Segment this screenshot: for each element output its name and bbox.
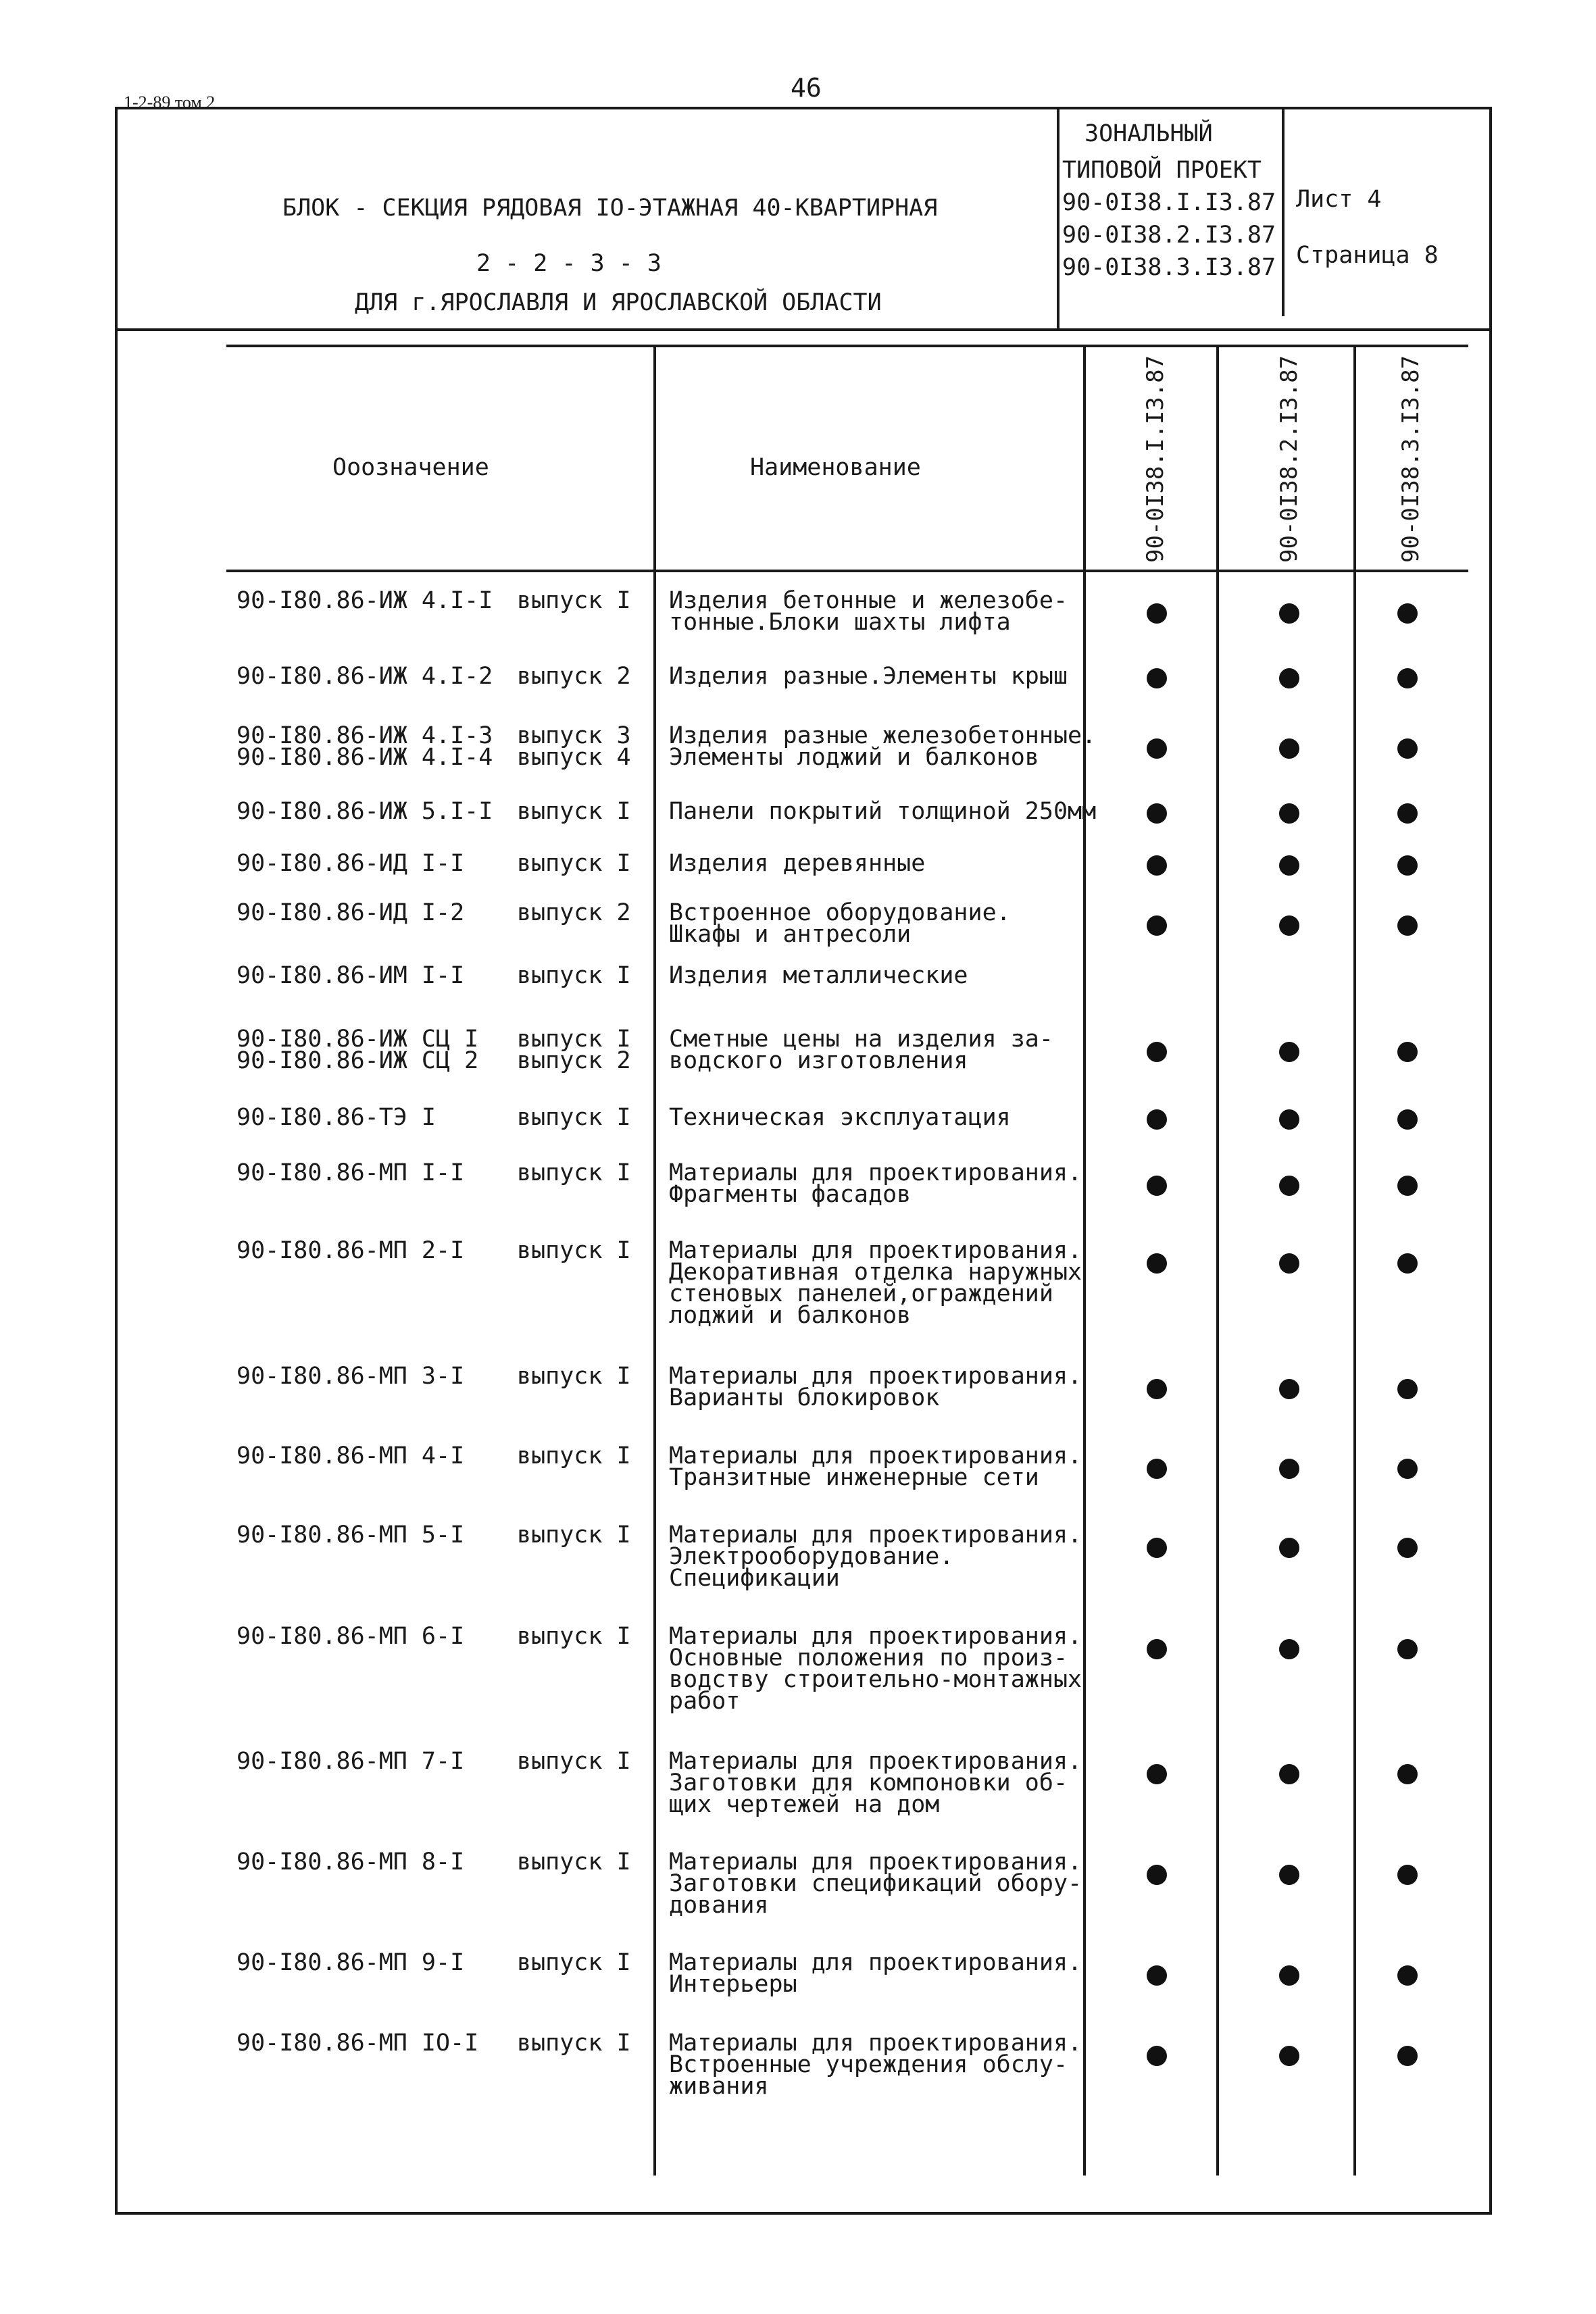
applicability-dot-3 (1397, 1639, 1418, 1659)
column-divider-project-1 (1083, 345, 1086, 2175)
applicability-dot-2 (1279, 1253, 1299, 1274)
column-header-project-3: 90-0I38.3.I3.87 (1397, 355, 1424, 563)
applicability-dot-2 (1279, 1042, 1299, 1062)
table-header-rule (226, 570, 1468, 572)
applicability-dot-1 (1147, 855, 1167, 876)
designation-code: 90-I80.86-ИЖ 4.I-3 (236, 722, 493, 749)
applicability-dot-3 (1397, 855, 1418, 876)
item-name-line: Изделия деревянные (669, 850, 926, 877)
designation-code: 90-I80.86-МП 4-I (236, 1442, 465, 1469)
issue-number: выпуск I (517, 1026, 631, 1053)
header-divider-right (1282, 107, 1285, 316)
applicability-dot-1 (1147, 2046, 1167, 2066)
document-code: 1-2-89 том 2 (124, 93, 216, 112)
applicability-dot-3 (1397, 1965, 1418, 1986)
item-name-line: тонные.Блоки шахты лифта (669, 609, 1011, 636)
applicability-dot-1 (1147, 915, 1167, 936)
applicability-dot-3 (1397, 1379, 1418, 1399)
issue-number: выпуск I (517, 2030, 631, 2057)
designation-code: 90-I80.86-МП I-I (236, 1159, 465, 1186)
title-line-1: БЛОК - СЕКЦИЯ РЯДОВАЯ IO-ЭТАЖНАЯ 40-КВАРТИРНАЯ (282, 195, 938, 222)
item-name-line: Материалы для проектирования. (669, 1237, 1082, 1264)
issue-number: выпуск I (517, 587, 631, 614)
item-name-line: Декоративная отделка наружных (669, 1259, 1082, 1286)
project-type-line-1: ЗОНАЛЬНЫЙ (1084, 120, 1213, 147)
designation-code: 90-I80.86-МП 9-I (236, 1949, 465, 1976)
applicability-dot-1 (1147, 1176, 1167, 1196)
issue-number: выпуск I (517, 1442, 631, 1469)
item-name-line: Транзитные инженерные сети (669, 1464, 1039, 1491)
item-name-line: Материалы для проектирования. (669, 1159, 1082, 1186)
item-name-line: Панели покрытий толщиной 250мм (669, 798, 1097, 825)
item-name-line: Материалы для проектирования. (669, 1442, 1082, 1469)
designation-code: 90-I80.86-ИЖ 4.I-4 (236, 744, 493, 771)
applicability-dot-3 (1397, 738, 1418, 759)
applicability-dot-2 (1279, 1965, 1299, 1986)
item-name-line: Техническая эксплуатация (669, 1104, 1011, 1131)
item-name-line: Основные положения по произ- (669, 1644, 1068, 1671)
page-number: 46 (791, 73, 822, 103)
designation-code: 90-I80.86-ИЖ СЦ I (236, 1026, 479, 1053)
designation-code: 90-I80.86-ТЭ I (236, 1104, 437, 1131)
project-type-line-2: ТИПОВОЙ ПРОЕКТ (1062, 157, 1262, 184)
column-divider-project-3 (1353, 345, 1356, 2175)
issue-number: выпуск I (517, 1748, 631, 1775)
item-name-line: Электрооборудование. (669, 1543, 954, 1570)
designation-code: 90-I80.86-ИЖ 4.I-2 (236, 663, 493, 690)
item-name-line: Сметные цены на изделия за- (669, 1026, 1053, 1053)
applicability-dot-1 (1147, 1042, 1167, 1062)
issue-number: выпуск 2 (517, 899, 631, 926)
page-label: Страница 8 (1296, 242, 1439, 269)
column-header-designation: Ооозначение (332, 454, 489, 481)
applicability-dot-3 (1397, 1538, 1418, 1558)
designation-code: 90-I80.86-МП IO-I (236, 2030, 479, 2057)
applicability-dot-3 (1397, 1865, 1418, 1885)
item-name-line: водского изготовления (669, 1047, 968, 1074)
designation-code: 90-I80.86-ИЖ 4.I-I (236, 587, 493, 614)
issue-number: выпуск 4 (517, 744, 631, 771)
applicability-dot-1 (1147, 1109, 1167, 1130)
applicability-dot-1 (1147, 803, 1167, 824)
item-name-line: стеновых панелей,ограждений (669, 1280, 1053, 1307)
issue-number: выпуск 3 (517, 722, 631, 749)
applicability-dot-2 (1279, 1538, 1299, 1558)
applicability-dot-2 (1279, 1109, 1299, 1130)
designation-code: 90-I80.86-ИД I-2 (236, 899, 465, 926)
applicability-dot-2 (1279, 1639, 1299, 1659)
column-divider-project-2 (1216, 345, 1219, 2175)
item-name-line: Материалы для проектирования. (669, 2030, 1082, 2057)
applicability-dot-1 (1147, 1379, 1167, 1399)
item-name-line: Встроенное оборудование. (669, 899, 1011, 926)
sheet-label: Лист 4 (1296, 186, 1382, 213)
applicability-dot-3 (1397, 603, 1418, 624)
item-name-line: лоджий и балконов (669, 1302, 912, 1329)
applicability-dot-2 (1279, 603, 1299, 624)
item-name-line: водству строительно-монтажных (669, 1666, 1082, 1693)
item-name-line: Изделия металлические (669, 962, 968, 989)
title-line-3: ДЛЯ г.ЯРОСЛАВЛЯ И ЯРОСЛАВСКОЙ ОБЛАСТИ (355, 289, 882, 316)
applicability-dot-1 (1147, 1639, 1167, 1659)
applicability-dot-1 (1147, 668, 1167, 688)
applicability-dot-3 (1397, 1042, 1418, 1062)
designation-code: 90-I80.86-ИЖ СЦ 2 (236, 1047, 479, 1074)
designation-code: 90-I80.86-ИМ I-I (236, 962, 465, 989)
applicability-dot-1 (1147, 1965, 1167, 1986)
item-name-line: Варианты блокировок (669, 1384, 940, 1411)
applicability-dot-3 (1397, 1764, 1418, 1784)
item-name-line: Заготовки спецификаций обору- (669, 1870, 1082, 1897)
applicability-dot-1 (1147, 1459, 1167, 1479)
designation-code: 90-I80.86-МП 3-I (236, 1363, 465, 1390)
item-name-line: Материалы для проектирования. (669, 1949, 1082, 1976)
column-header-project-2: 90-0I38.2.I3.87 (1276, 355, 1303, 563)
designation-code: 90-I80.86-МП 8-I (236, 1848, 465, 1876)
column-header-name: Наименование (750, 454, 921, 481)
applicability-dot-2 (1279, 1176, 1299, 1196)
item-name-line: Встроенные учреждения обслу- (669, 2051, 1068, 2078)
issue-number: выпуск I (517, 962, 631, 989)
item-name-line: живания (669, 2073, 769, 2100)
item-name-line: Спецификации (669, 1565, 840, 1592)
item-name-line: дования (669, 1892, 769, 1919)
issue-number: выпуск I (517, 1623, 631, 1650)
applicability-dot-2 (1279, 1865, 1299, 1885)
designation-code: 90-I80.86-МП 6-I (236, 1623, 465, 1650)
issue-number: выпуск I (517, 1104, 631, 1131)
applicability-dot-3 (1397, 668, 1418, 688)
applicability-dot-2 (1279, 668, 1299, 688)
issue-number: выпуск 2 (517, 1047, 631, 1074)
issue-number: выпуск I (517, 1237, 631, 1264)
item-name-line: Изделия разные железобетонные. (669, 722, 1097, 749)
item-name-line: Материалы для проектирования. (669, 1521, 1082, 1549)
item-name-line: Фрагменты фасадов (669, 1181, 912, 1208)
applicability-dot-3 (1397, 1176, 1418, 1196)
header-divider (115, 328, 1492, 331)
item-name-line: Элементы лоджий и балконов (669, 744, 1039, 771)
issue-number: выпуск I (517, 1363, 631, 1390)
project-code-1: 90-0I38.I.I3.87 (1062, 189, 1276, 216)
item-name-line: Изделия бетонные и железобе- (669, 587, 1068, 614)
applicability-dot-2 (1279, 1379, 1299, 1399)
applicability-dot-3 (1397, 2046, 1418, 2066)
issue-number: выпуск 2 (517, 663, 631, 690)
applicability-dot-3 (1397, 1253, 1418, 1274)
issue-number: выпуск I (517, 1159, 631, 1186)
item-name-line: работ (669, 1688, 741, 1715)
applicability-dot-2 (1279, 2046, 1299, 2066)
title-line-2: 2 - 2 - 3 - 3 (476, 250, 662, 277)
column-divider-name (653, 345, 656, 2175)
issue-number: выпуск I (517, 1848, 631, 1876)
item-name-line: Материалы для проектирования. (669, 1623, 1082, 1650)
issue-number: выпуск I (517, 1521, 631, 1549)
project-code-2: 90-0I38.2.I3.87 (1062, 222, 1276, 249)
applicability-dot-2 (1279, 915, 1299, 936)
item-name-line: Материалы для проектирования. (669, 1363, 1082, 1390)
item-name-line: Интерьеры (669, 1971, 797, 1998)
designation-code: 90-I80.86-ИД I-I (236, 850, 465, 877)
table-top-rule (226, 345, 1468, 347)
applicability-dot-2 (1279, 738, 1299, 759)
header-divider-left (1057, 107, 1059, 330)
item-name-line: Материалы для проектирования. (669, 1748, 1082, 1775)
applicability-dot-3 (1397, 1459, 1418, 1479)
applicability-dot-2 (1279, 803, 1299, 824)
designation-code: 90-I80.86-МП 5-I (236, 1521, 465, 1549)
applicability-dot-2 (1279, 1764, 1299, 1784)
project-code-3: 90-0I38.3.I3.87 (1062, 254, 1276, 281)
issue-number: выпуск I (517, 798, 631, 825)
item-name-line: Заготовки для компоновки об- (669, 1769, 1068, 1796)
item-name-line: щих чертежей на дом (669, 1791, 940, 1818)
item-name-line: Изделия разные.Элементы крыш (669, 663, 1068, 690)
issue-number: выпуск I (517, 1949, 631, 1976)
designation-code: 90-I80.86-МП 2-I (236, 1237, 465, 1264)
issue-number: выпуск I (517, 850, 631, 877)
applicability-dot-1 (1147, 738, 1167, 759)
applicability-dot-3 (1397, 915, 1418, 936)
column-header-project-1: 90-0I38.I.I3.87 (1142, 355, 1169, 563)
applicability-dot-3 (1397, 1109, 1418, 1130)
applicability-dot-1 (1147, 1764, 1167, 1784)
applicability-dot-2 (1279, 1459, 1299, 1479)
item-name-line: Шкафы и антресоли (669, 921, 912, 948)
applicability-dot-1 (1147, 603, 1167, 624)
applicability-dot-1 (1147, 1865, 1167, 1885)
applicability-dot-2 (1279, 855, 1299, 876)
item-name-line: Материалы для проектирования. (669, 1848, 1082, 1876)
designation-code: 90-I80.86-ИЖ 5.I-I (236, 798, 493, 825)
designation-code: 90-I80.86-МП 7-I (236, 1748, 465, 1775)
applicability-dot-1 (1147, 1538, 1167, 1558)
applicability-dot-1 (1147, 1253, 1167, 1274)
applicability-dot-3 (1397, 803, 1418, 824)
